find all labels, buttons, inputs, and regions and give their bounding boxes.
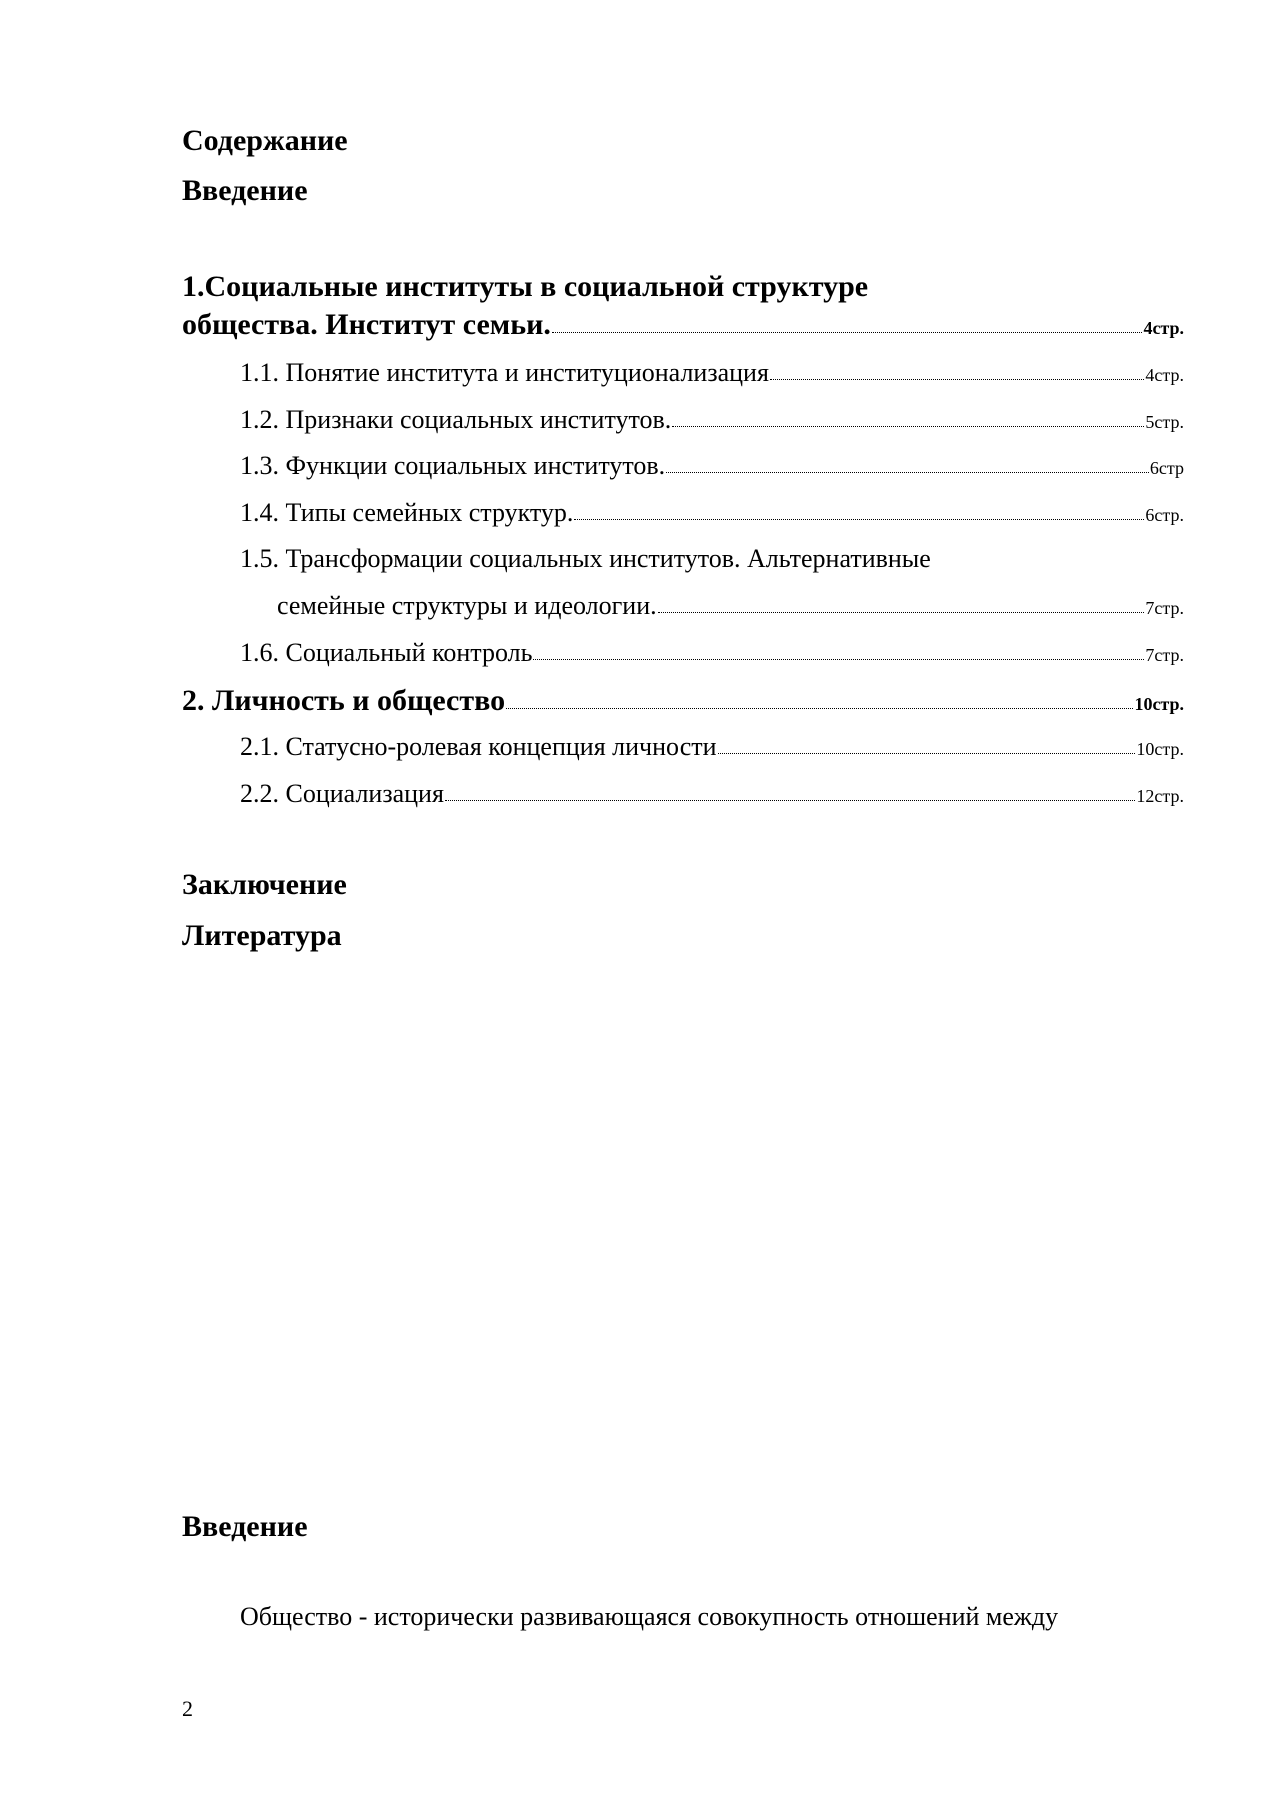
toc-entry-page: 6стр. [1145,505,1184,525]
dot-leader [666,472,1149,473]
dot-leader [770,379,1144,380]
toc-entry-label: общества. Институт семьи. [182,308,551,341]
dot-leader [658,612,1145,613]
toc-conclusion: Заключение [182,868,347,901]
toc-entry-2-1[interactable] [240,734,1184,760]
toc-entry-1-3[interactable] [240,453,1184,479]
dot-leader [533,659,1144,660]
toc-entry-section2[interactable] [182,686,1184,716]
dot-leader [552,332,1143,333]
toc-entry-page: 10стр. [1136,739,1184,759]
toc-entry-1-1[interactable] [240,360,1184,386]
toc-entry-1-2[interactable] [240,407,1184,433]
page-number: 2 [182,1696,193,1721]
toc-entry-label: 1.1. Понятие института и институционализация [240,358,769,387]
toc-entry-2-2[interactable] [240,781,1184,807]
dot-leader [574,519,1144,520]
toc-entry-page: 5стр. [1145,412,1184,432]
toc-entry-page: 10стр. [1134,694,1184,714]
toc-entry-1-4[interactable] [240,500,1184,526]
toc-entry-label: 2.2. Социализация [240,779,444,808]
toc-entry-label: 2. Личность и общество [182,684,506,717]
toc-entry-page: 4стр. [1145,365,1184,385]
dot-leader [672,426,1144,427]
toc-entry-page: 7стр. [1145,598,1184,618]
toc-entry-section1[interactable] [182,310,1184,340]
intro-paragraph-first-line: Общество - исторически развивающаяся совокупность отношений между [240,1602,1059,1631]
toc-entry-label: 1.6. Социальный контроль [240,638,533,667]
toc-entry-page: 7стр. [1145,645,1184,665]
toc-entry-label: 1.2. Признаки социальных институтов. [240,405,672,434]
toc-literature: Литература [182,919,342,952]
toc-entry-page: 6стр [1149,458,1184,478]
toc-entry-1-6[interactable] [240,640,1184,666]
toc-entry-label: 1.4. Типы семейных структур. [240,498,574,527]
dot-leader [718,753,1136,754]
toc-entry-page: 12стр. [1136,786,1184,806]
dot-leader [506,708,1133,709]
toc-entry-label: 2.1. Статусно-ролевая концепция личности [240,732,717,761]
toc-entry-1-5-line1: 1.5. Трансформации социальных институтов. Альтернативные [240,544,931,573]
toc-entry-label: 1.3. Функции социальных институтов. [240,451,666,480]
toc-section1-line1: 1.Социальные институты в социальной структуре [182,270,869,303]
toc-entry-1-5[interactable] [277,593,1184,619]
dot-leader [445,800,1135,801]
toc-entry-label: семейные структуры и идеологии. [277,591,657,620]
toc-title: Содержание [182,124,348,157]
intro-heading: Введение [182,1510,308,1543]
toc-entry-page: 4стр. [1143,318,1184,338]
toc-intro: Введение [182,174,308,207]
